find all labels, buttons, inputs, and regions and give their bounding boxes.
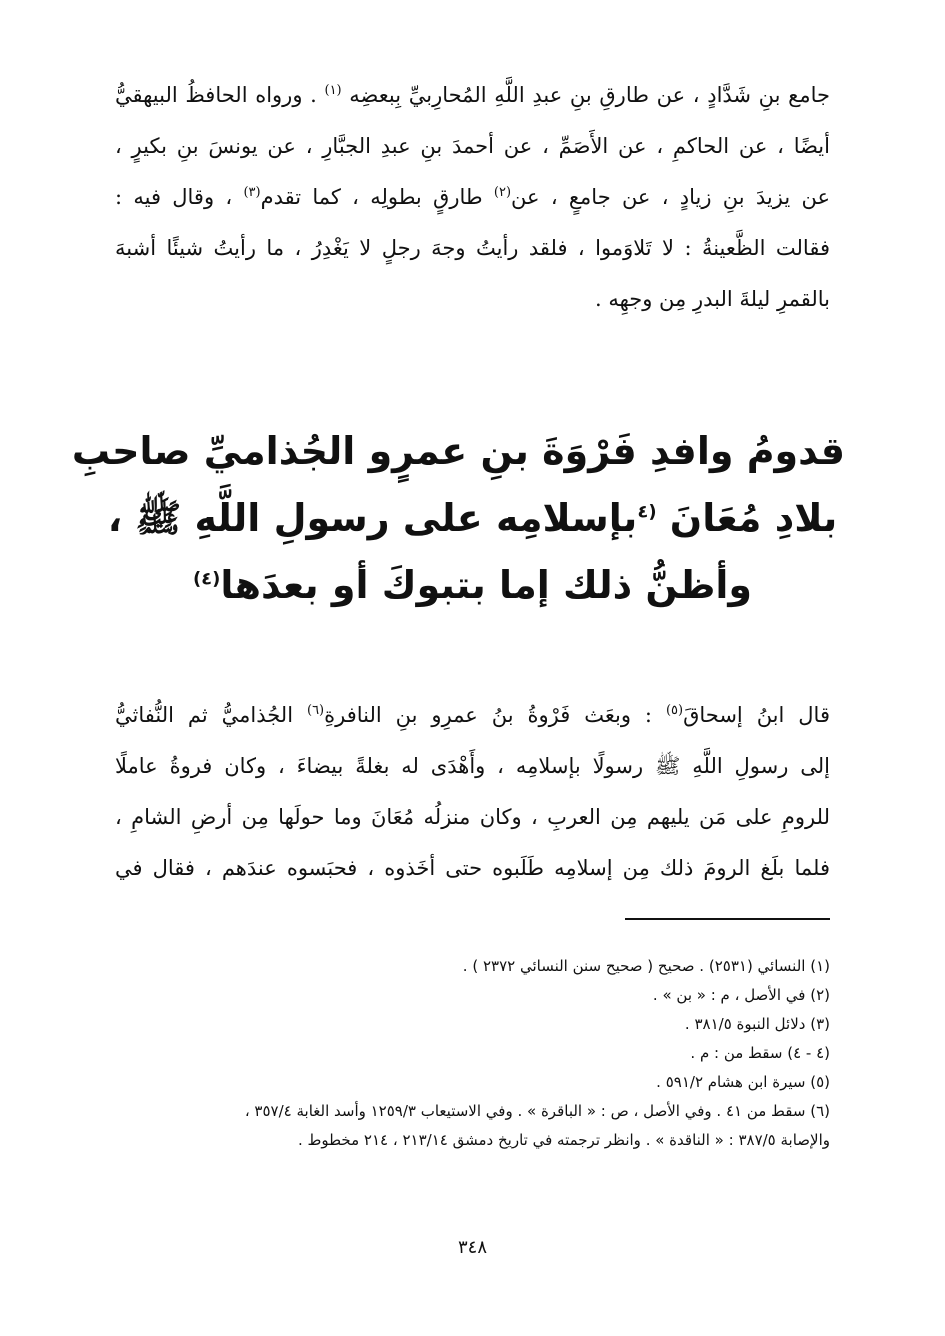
text-line: عن يزيدَ بنِ زيادٍ ، عن جامعٍ ، عن$^{(٢)}$ طارقٍ بطولِه ، كما تقدم$^{(٣)}$ ، وقال فيه :	[115, 185, 830, 209]
footnote: (٦) سقط من ٤١ . وفي الأصل ، ص : « الباقرة » . وفي الاستيعاب ١٢٥٩/٣ وأسد الغابة ٣٥٧/٤ ،	[244, 1102, 830, 1120]
footnote: (١) النسائي (٢٥٣١) . صحيح ( صحيح سنن النسائي ٢٣٧٢ ) .	[462, 957, 830, 975]
footnote-ref: (٥)	[665, 703, 684, 718]
heading-line: قدومُ وافدِ فَرْوَةَ بنِ عمرٍو الجُذاميِّ صاحبِ	[71, 429, 845, 473]
text-line: فلما بلَغ الرومَ ذلك مِن إسلامِه طَلَبوه حتى أخَذوه ، فحبَسوه عندَهم ، فقال في	[115, 856, 830, 880]
paragraph-narration-2	[115, 690, 830, 894]
footnote-ref: (٣)	[243, 185, 261, 200]
footnote: (٥) سيرة ابن هشام ٥٩١/٢ .	[656, 1073, 830, 1091]
page-number: ٣٤٨	[457, 1237, 487, 1258]
footnote: (٢) في الأصل ، م : « بن » .	[652, 986, 830, 1004]
text-line: جامع بنِ شَدَّادٍ ، عن طارقِ بنِ عبدِ اللَّهِ المُحارِبيِّ بِبعضِه $^{(١)}$ . ورواه الحافظُ البيهقيُّ	[115, 83, 830, 107]
footnote-ref: (٤	[637, 501, 657, 523]
footnote-separator	[625, 918, 830, 920]
text-line: فقالت الظَّعينةُ : لا تَلاوَموا ، فلقد رأيتُ وجهَ رجلٍ لا يَغْدِرُ ، ما رأيتُ شيئًا أشبهَ	[115, 236, 830, 260]
text-line: للرومِ على مَن يليهم مِن العربِ ، وكان منزلُه مُعَانَ وما حولَها مِن أرضِ الشامِ ،	[115, 805, 830, 829]
text-line: بالقمرِ ليلةَ البدرِ مِن وجهِه .	[594, 287, 830, 311]
footnote-ref: (٦)	[306, 703, 325, 718]
text-line: قال ابنُ إسحاقَ$^{(٥)}$ : وبعَث فَرْوةُ بنُ عمرِو بنِ النافرةِ$^{(٦)}$ الجُذاميُّ ثم النُّفاثيُّ	[115, 703, 830, 727]
footnote: والإصابة ٣٨٧/٥ : « الناقدة » . وانظر ترجمته في تاريخ دمشق ٢١٣/١٤ ، ٢١٤ مخطوط .	[297, 1131, 830, 1149]
heading-line: بلادِ مُعَانَ $^{(٤}$بإسلامِه على رسولِ اللَّهِ ﷺ ،	[107, 496, 838, 540]
footnote: (٤ - ٤) سقط من : م .	[690, 1044, 830, 1062]
text-line: أيضًا ، عن الحاكمِ ، عن الأَصَمِّ ، عن أحمدَ بنِ عبدِ الجبَّارِ ، عن يونسَ بنِ بكيرٍ ،	[115, 134, 830, 158]
footnotes-list	[115, 952, 830, 1155]
paragraph-narration-1	[115, 70, 830, 325]
section-heading	[71, 418, 845, 619]
footnote-ref: (١)	[324, 83, 342, 98]
footnote-ref: (٤)	[192, 568, 221, 590]
footnote: (٣) دلائل النبوة ٣٨١/٥ .	[684, 1015, 830, 1033]
heading-line: وأظنُّ ذلك إما بتبوكَ أو بعدَها$^{(٤)}$	[192, 563, 753, 607]
text-line: إلى رسولِ اللَّهِ ﷺ رسولًا بإسلامِه ، وأَهْدَى له بغلةً بيضاءَ ، وكان فروةُ عاملًا	[115, 754, 830, 778]
footnote-ref: (٢)	[493, 185, 512, 200]
